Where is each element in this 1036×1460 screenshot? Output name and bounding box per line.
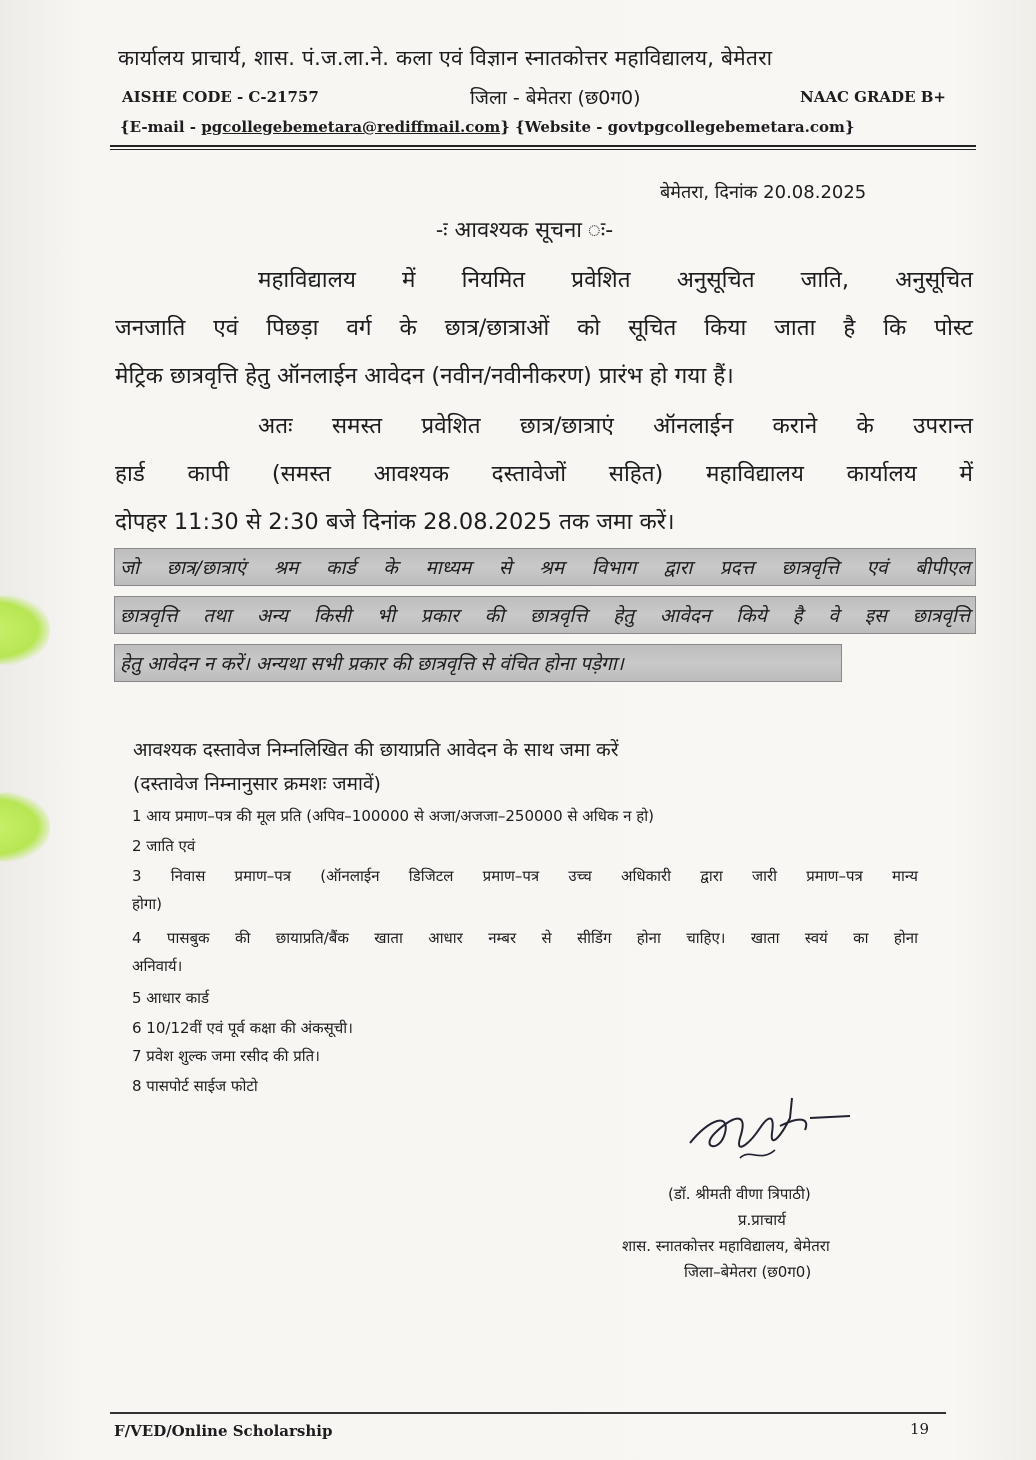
website-text: } {Website - govtpgcollegebemetara.com} <box>500 118 855 136</box>
email-link[interactable]: pgcollegebemetara@rediffmail.com <box>201 118 501 136</box>
documents-subheading: (दस्तावेज निम्नानुसार क्रमशः जमावें) <box>133 773 381 795</box>
notice-title: -ः आवश्यक सूचना ः- <box>436 218 614 243</box>
highlighter-mark <box>0 792 50 862</box>
document-item-continuation: होगा) <box>132 895 163 913</box>
signature <box>680 1088 860 1178</box>
document-item: 4 पासबुक की छायाप्रति/बैंक खाता आधार नम्बर से सीडिंग होना चाहिए। खाता स्वयं का होना <box>132 929 918 947</box>
document-item: 2 जाति एवं <box>132 837 196 855</box>
page-number: 19 <box>910 1420 930 1438</box>
naac-grade: NAAC GRADE B+ <box>800 88 946 106</box>
highlighter-mark <box>0 595 50 665</box>
document-item: 1 आय प्रमाण–पत्र की मूल प्रति (अपिव–100000 से अजा/अजजा–250000 से अधिक न हो) <box>132 807 654 825</box>
document-item: 5 आधार कार्ड <box>132 989 210 1007</box>
document-item-continuation: अनिवार्य। <box>132 957 183 975</box>
signatory-institution: शास. स्नातकोत्तर महाविद्यालय, बेमेतरा <box>622 1237 830 1255</box>
paragraph-line: जनजाति एवं पिछड़ा वर्ग के छात्र/छात्राओं को सूचित किया जाता है कि पोस्ट <box>115 315 973 341</box>
footer-divider <box>110 1412 946 1414</box>
date-line: बेमेतरा, दिनांक 20.08.2025 <box>660 182 867 203</box>
document-item: 3 निवास प्रमाण–पत्र (ऑनलाईन डिजिटल प्रमाण–पत्र उच्च अधिकारी द्वारा जारी प्रमाण–पत्र मान्य <box>132 867 918 885</box>
contact-line: {E-mail - pgcollegebemetara@rediffmail.com} {Website - govtpgcollegebemetara.com} <box>120 118 855 136</box>
highlighted-text: हेतु आवेदन न करें। अन्यथा सभी प्रकार की छात्रवृत्ति से वंचित होना पड़ेगा। <box>120 653 624 675</box>
paragraph-line: अतः समस्त प्रवेशित छात्र/छात्राएं ऑनलाईन कराने के उपरान्त <box>258 413 973 439</box>
signatory-name: (डॉ. श्रीमती वीणा त्रिपाठी) <box>668 1185 811 1203</box>
paragraph-line: महाविद्यालय में नियमित प्रवेशित अनुसूचित जाति, अनुसूचित <box>258 267 973 293</box>
highlighted-text: छात्रवृत्ति तथा अन्य किसी भी प्रकार की छात्रवृत्ति हेतु आवेदन किये है वे इस छात्रवृत्ति <box>120 605 970 627</box>
office-header: कार्यालय प्राचार्य, शास. पं.ज.ला.ने. कला एवं विज्ञान स्नातकोत्तर महाविद्यालय, बेमेतरा <box>118 46 773 70</box>
paragraph-line: मेट्रिक छात्रवृत्ति हेतु ऑनलाईन आवेदन (नवीन/नवीनीकरण) प्रारंभ हो गया हैं। <box>115 363 734 389</box>
document-item: 6 10/12वीं एवं पूर्व कक्षा की अंकसूची। <box>132 1019 353 1037</box>
document-item: 7 प्रवेश शुल्क जमा रसीद की प्रति। <box>132 1047 320 1065</box>
file-reference: F/VED/Online Scholarship <box>114 1422 333 1440</box>
signatory-designation: प्र.प्राचार्य <box>738 1211 786 1229</box>
signatory-district: जिला–बेमेतरा (छ0ग0) <box>684 1263 812 1281</box>
header-divider <box>110 149 976 150</box>
paragraph-line: हार्ड कापी (समस्त आवश्यक दस्तावेजों सहित) महाविद्यालय कार्यालय में <box>115 461 973 487</box>
header-divider <box>110 145 976 147</box>
paragraph-line: दोपहर 11:30 से 2:30 बजे दिनांक 28.08.2025 तक जमा करें। <box>115 509 675 535</box>
document-item: 8 पासपोर्ट साईज फोटो <box>132 1077 258 1095</box>
aishe-code: AISHE CODE - C-21757 <box>122 88 319 106</box>
district-line: जिला - बेमेतरा (छ0ग0) <box>470 87 641 109</box>
highlighted-text: जो छात्र/छात्राएं श्रम कार्ड के माध्यम से श्रम विभाग द्वारा प्रदत्त छात्रवृत्ति एवं बीपीएल <box>120 557 970 579</box>
documents-heading: आवश्यक दस्तावेज निम्नलिखित की छायाप्रति आवेदन के साथ जमा करें <box>133 739 619 761</box>
